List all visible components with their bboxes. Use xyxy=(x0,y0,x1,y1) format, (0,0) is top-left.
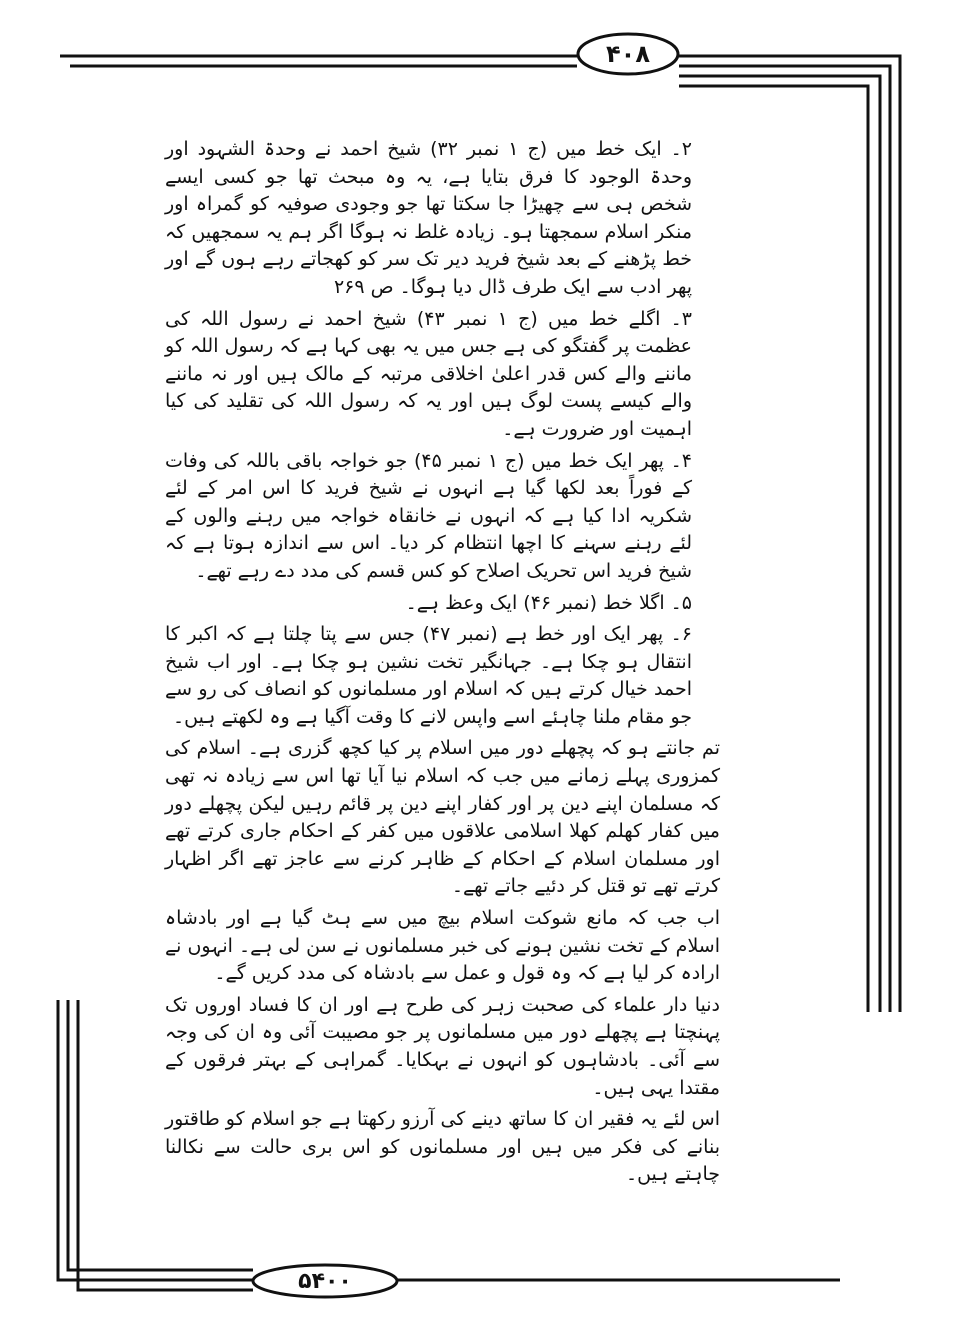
page-body-text xyxy=(165,136,720,1193)
footer-number: ۵۴۰۰ xyxy=(298,1268,352,1294)
quote-paragraph-3: دنیا دار علماء کی صحبت زہر کی طرح ہے اور ان کا فساد اوروں تک پہنچتا ہے پچھلے دور میں مسلمانوں پر جو مصیبت آئی وہ ان کی وجہ سے آئی۔ بادشاہوں کو انہوں نے بہکایا۔ گمراہی کے بہتر فرقوں کے مقتدا یہی ہیں۔ xyxy=(165,993,720,1099)
quote-paragraph-4: اس لئے یہ فقیر ان کا ساتھ دینے کی آرزو رکھتا ہے جو اسلام کو طاقتور بنانے کی فکر میں ہیں اور مسلمانوں کو اس بری حالت سے نکالنا چاہتے ہیں۔ xyxy=(165,1108,720,1186)
paragraph-4: ۴۔ پھر ایک خط میں (ج ۱ نمبر ۴۵) جو خواجہ باقی باللہ کی وفات کے فوراً بعد لکھا گیا ہے انہوں نے شیخ فرید کا اس امر کے لئے شکریہ ادا کیا ہے کہ انہوں نے خانقاہ خواجہ میں رہنے والوں کے لئے رہنے سہنے کا اچھا انتظام کر دیا۔ اس سے اندازہ ہوتا ہے کہ شیخ فرید اس تحریک اصلاح کو کس قسم کی مدد دے رہے تھے۔ xyxy=(165,449,692,582)
quote-paragraph-1: تم جانتے ہو کہ پچھلے دور میں اسلام پر کیا کچھ گزری ہے۔ اسلام کی کمزوری پہلے زمانے میں جب کہ اسلام نیا آیا تھا اس سے زیادہ نہ تھی کہ مسلمان اپنے دین پر اور کفار اپنے دین پر قائم رہیں لیکن پچھلے دور میں کفار کھلم کھلا اسلامی علاقوں میں کفر کے احکام جاری کرتے تھے اور مسلمان اسلام کے احکام کے ظاہر کرنے سے عاجز تھے اگر اظہار کرتے تھے تو قتل کر دئیے جاتے تھے۔ xyxy=(165,737,720,898)
paragraph-3: ۳۔ اگلے خط میں (ج ۱ نمبر ۴۳) شیخ احمد نے رسول اللہ کی عظمت پر گفتگو کی ہے جس میں یہ بھی کہا ہے کہ رسول اللہ کو ماننے والے کس قدر اعلیٰ اخلاقی مرتبہ کے مالک ہیں اور نہ ماننے والے کیسے پست لوگ ہیں اور یہ کہ رسول اللہ کی تقلید کی کیا اہمیت اور ضرورت ہے۔ xyxy=(165,307,692,440)
paragraph-5: ۵۔ اگلا خط (نمبر ۴۶) ایک وعظ ہے۔ xyxy=(405,591,692,614)
paragraph-2: ۲۔ ایک خط میں (ج ۱ نمبر ۳۲) شیخ احمد نے وحدۃ الشہود اور وحدۃ الوجود کا فرق بتایا ہے، یہ وہ مبحث تھا جو کسی ایسے شخص ہی سے چھیڑا جا سکتا تھا جو وجودی صوفیہ کو گمراہ اور منکر اسلام سمجھتا ہو۔ زیادہ غلط نہ ہوگا اگر ہم یہ سمجھیں کہ خط پڑھنے کے بعد شیخ فرید دیر تک سر کو کھجاتے رہے ہوں گے اور پھر ادب سے ایک طرف ڈال دیا ہوگا۔ ص ۲۶۹ xyxy=(165,138,692,298)
quote-paragraph-2: اب جب کہ مانع شوکت اسلام بیچ میں سے ہٹ گیا ہے اور بادشاہ اسلام کے تخت نشین ہونے کی خبر مسلمانوں نے سن لی ہے۔ انہوں نے ارادہ کر لیا ہے کہ وہ قول و عمل سے بادشاہ کی مدد کریں گے۔ xyxy=(165,907,720,985)
page-number: ۴۰۸ xyxy=(606,40,650,68)
paragraph-6: ۶۔ پھر ایک اور خط ہے (نمبر ۴۷) جس سے پتا چلتا ہے کہ اکبر کا انتقال ہو چکا ہے۔ جہانگیر تخت نشین ہو چکا ہے۔ اور اب شیخ احمد خیال کرتے ہیں کہ اسلام اور مسلمانوں کو انصاف کی رو سے جو مقام ملنا چاہئے اسے واپس لانے کا وقت آگیا ہے وہ لکھتے ہیں۔ xyxy=(165,623,693,728)
